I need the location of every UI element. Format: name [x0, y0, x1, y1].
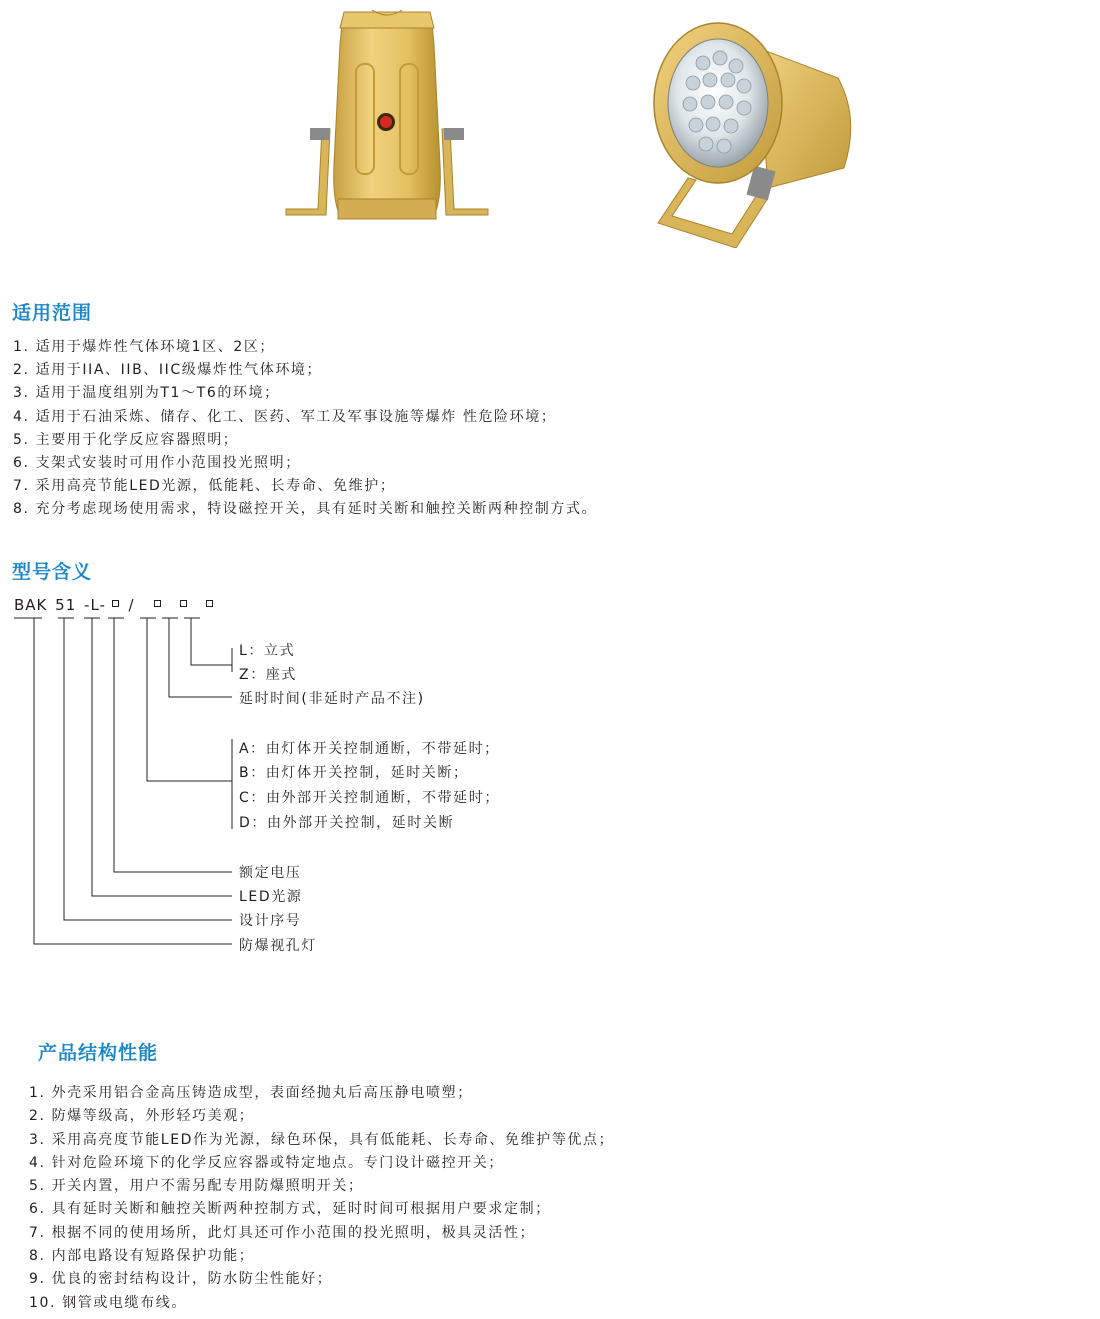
model-code-part: -L-	[84, 596, 106, 614]
list-item: 1. 外壳采用铝合金高压铸造成型，表面经抛丸后高压静电喷塑；	[29, 1085, 473, 1101]
design-no-label: 设计序号	[239, 913, 302, 929]
list-item: 4. 针对危险环境下的化学反应容器或特定地点。专门设计磁控开关；	[29, 1154, 505, 1171]
list-item: 8. 充分考虑现场使用需求，特设磁控开关，具有延时关断和触控关断两种控制方式。	[13, 501, 598, 518]
led-source-label: LED光源	[239, 889, 303, 905]
list-item: 8. 内部电路设有短路保护功能；	[29, 1248, 255, 1265]
bracket-lamp-image	[648, 8, 862, 248]
install-l-label: L：立式	[239, 643, 296, 659]
scope-title: 适用范围	[12, 302, 93, 324]
control-c-label: C：由外部开关控制通断，不带延时；	[239, 790, 500, 806]
list-item: 9. 优良的密封结构设计，防水防尘性能好；	[29, 1271, 333, 1288]
list-item: 5. 开关内置，用户不需另配专用防爆照明开关；	[29, 1178, 364, 1195]
install-z-label: Z：座式	[239, 667, 297, 683]
model-code-part: 51	[55, 596, 77, 614]
model-title: 型号含义	[12, 561, 93, 583]
delay-time-label: 延时时间(非延时产品不注)	[239, 691, 425, 707]
list-item: 3. 采用高亮度节能LED作为光源，绿色环保，具有低能耗、长寿命、免维护等优点；	[29, 1131, 615, 1148]
model-code-part: /	[128, 596, 135, 614]
rated-voltage-label: 额定电压	[239, 865, 302, 881]
list-item: 1. 适用于爆炸性气体环境1区、2区；	[13, 339, 276, 355]
control-b-label: B：由灯体开关控制，延时关断；	[239, 765, 469, 781]
list-item: 3. 适用于温度组别为T1～T6的环境；	[13, 385, 280, 402]
list-item: 2. 防爆等级高，外形轻巧美观；	[29, 1108, 255, 1125]
list-item: 10. 钢管或电缆布线。	[29, 1294, 187, 1311]
features-list	[29, 1082, 614, 1315]
model-code-part: BAK	[14, 596, 48, 614]
features-title: 产品结构性能	[38, 1042, 159, 1064]
lamp-type-label: 防爆视孔灯	[239, 938, 317, 954]
list-item: 6. 具有延时关断和触控关断两种控制方式，延时时间可根据用户要求定制；	[29, 1201, 551, 1218]
list-item: 2. 适用于IIA、IIB、IIC级爆炸性气体环境；	[13, 362, 323, 379]
list-item: 4. 适用于石油采炼、储存、化工、医药、军工及军事设施等爆炸 性危险环境；	[13, 408, 557, 425]
control-d-label: D：由外部开关控制，延时关断	[239, 815, 455, 831]
model-connector-lines	[0, 0, 260, 960]
list-item: 7. 根据不同的使用场所，此灯具还可作小范围的投光照明，极具灵活性；	[29, 1224, 536, 1241]
upright-lamp-image	[282, 4, 492, 230]
control-a-label: A：由灯体开关控制通断，不带延时；	[239, 741, 500, 757]
list-item: 6. 支架式安装时可用作小范围投光照明；	[13, 454, 301, 471]
list-item: 5. 主要用于化学反应容器照明；	[13, 431, 239, 448]
list-item: 7. 采用高亮节能LED光源，低能耗、长寿命、免维护；	[13, 478, 396, 495]
